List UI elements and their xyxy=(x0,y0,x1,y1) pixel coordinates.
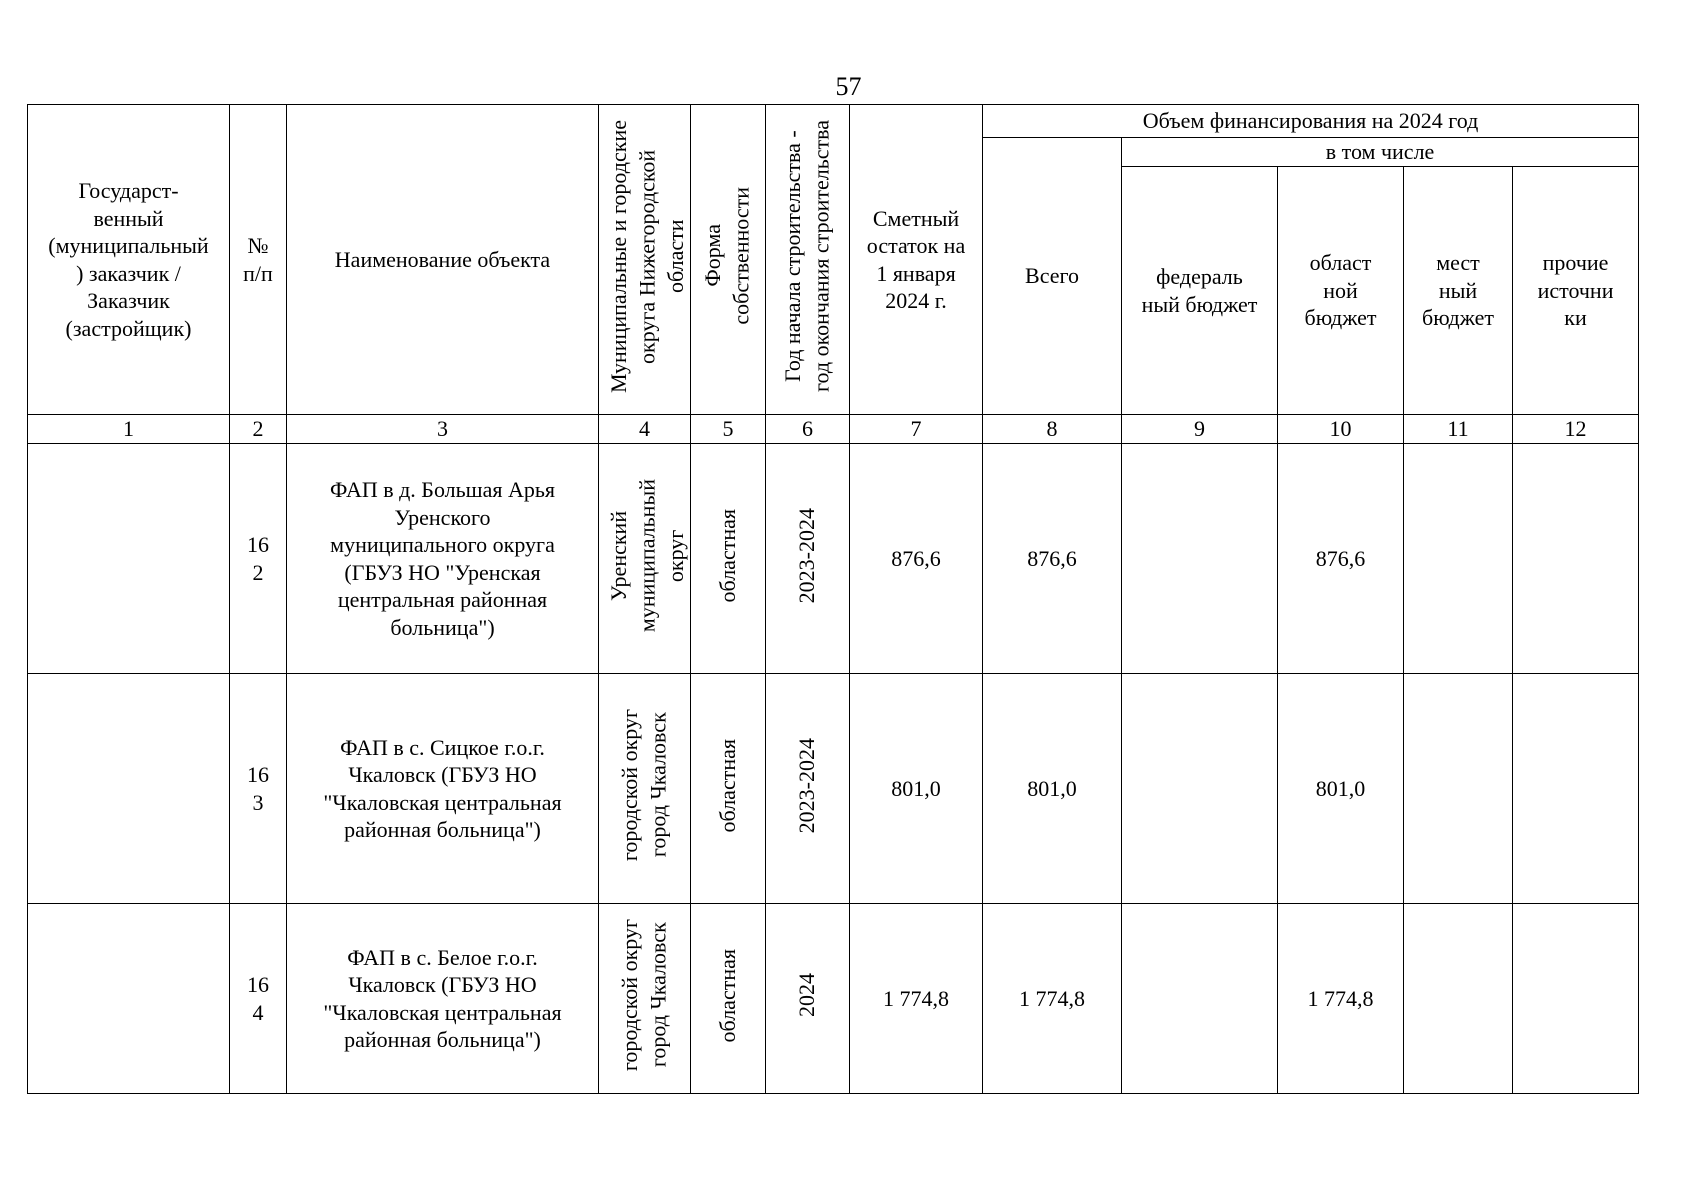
cell-municipality: Уренский муниципальный округ xyxy=(599,444,691,674)
cell-customer xyxy=(28,444,230,674)
column-number: 3 xyxy=(287,415,599,444)
column-number: 7 xyxy=(850,415,983,444)
cell-federal xyxy=(1122,674,1278,904)
cell-number: 16 2 xyxy=(230,444,287,674)
cell-municipality: городской округ город Чкаловск xyxy=(599,904,691,1094)
cell-other xyxy=(1513,904,1639,1094)
header-ownership: Форма собственности xyxy=(691,105,766,415)
column-number: 1 xyxy=(28,415,230,444)
column-number: 6 xyxy=(766,415,850,444)
header-balance: Сметный остаток на 1 января 2024 г. xyxy=(850,105,983,415)
header-financing: Объем финансирования на 2024 год xyxy=(983,105,1639,138)
cell-federal xyxy=(1122,444,1278,674)
cell-number: 16 4 xyxy=(230,904,287,1094)
cell-other xyxy=(1513,444,1639,674)
cell-other xyxy=(1513,674,1639,904)
column-number: 9 xyxy=(1122,415,1278,444)
header-customer: Государст- венный (муниципальный ) заказчик / Заказчик (застройщик) xyxy=(28,105,230,415)
cell-object-name: ФАП в с. Сицкое г.о.г. Чкаловск (ГБУЗ НО "Чкаловская центральная районная больница") xyxy=(287,674,599,904)
header-local: мест ный бюджет xyxy=(1404,167,1513,415)
cell-balance: 1 774,8 xyxy=(850,904,983,1094)
cell-years: 2023-2024 xyxy=(766,444,850,674)
column-number-row xyxy=(28,415,1639,444)
header-object-name: Наименование объекта xyxy=(287,105,599,415)
cell-object-name: ФАП в с. Белое г.о.г. Чкаловск (ГБУЗ НО "Чкаловская центральная районная больница") xyxy=(287,904,599,1094)
cell-regional: 801,0 xyxy=(1278,674,1404,904)
cell-municipality: городской округ город Чкаловск xyxy=(599,674,691,904)
page-number: 57 xyxy=(835,72,862,101)
cell-federal xyxy=(1122,904,1278,1094)
cell-object-name: ФАП в д. Большая Арья Уренского муниципального округа (ГБУЗ НО "Уренская центральная районная больница") xyxy=(287,444,599,674)
column-number: 5 xyxy=(691,415,766,444)
cell-total: 1 774,8 xyxy=(983,904,1122,1094)
header-other: прочие источни ки xyxy=(1513,167,1639,415)
cell-balance: 801,0 xyxy=(850,674,983,904)
header-regional: област ной бюджет xyxy=(1278,167,1404,415)
cell-regional: 1 774,8 xyxy=(1278,904,1404,1094)
cell-ownership: областная xyxy=(691,674,766,904)
cell-local xyxy=(1404,444,1513,674)
cell-years: 2023-2024 xyxy=(766,674,850,904)
cell-ownership: областная xyxy=(691,904,766,1094)
header-federal: федераль ный бюджет xyxy=(1122,167,1278,415)
column-number: 8 xyxy=(983,415,1122,444)
column-number: 2 xyxy=(230,415,287,444)
header-total: Всего xyxy=(983,138,1122,415)
cell-regional: 876,6 xyxy=(1278,444,1404,674)
cell-number: 16 3 xyxy=(230,674,287,904)
cell-total: 876,6 xyxy=(983,444,1122,674)
table-row xyxy=(28,674,1639,904)
cell-customer xyxy=(28,904,230,1094)
cell-local xyxy=(1404,674,1513,904)
cell-total: 801,0 xyxy=(983,674,1122,904)
header-including: в том числе xyxy=(1122,138,1639,167)
cell-customer xyxy=(28,674,230,904)
column-number: 4 xyxy=(599,415,691,444)
cell-local xyxy=(1404,904,1513,1094)
table-row xyxy=(28,444,1639,674)
financing-table xyxy=(27,104,1639,1094)
table-row xyxy=(28,904,1639,1094)
cell-balance: 876,6 xyxy=(850,444,983,674)
cell-ownership: областная xyxy=(691,444,766,674)
header-years: Год начала строительства - год окончания строительства xyxy=(766,105,850,415)
column-number: 12 xyxy=(1513,415,1639,444)
column-number: 10 xyxy=(1278,415,1404,444)
column-number: 11 xyxy=(1404,415,1513,444)
header-number: № п/п xyxy=(230,105,287,415)
cell-years: 2024 xyxy=(766,904,850,1094)
header-municipality: Муниципальные и городские округа Нижегородской области xyxy=(599,105,691,415)
